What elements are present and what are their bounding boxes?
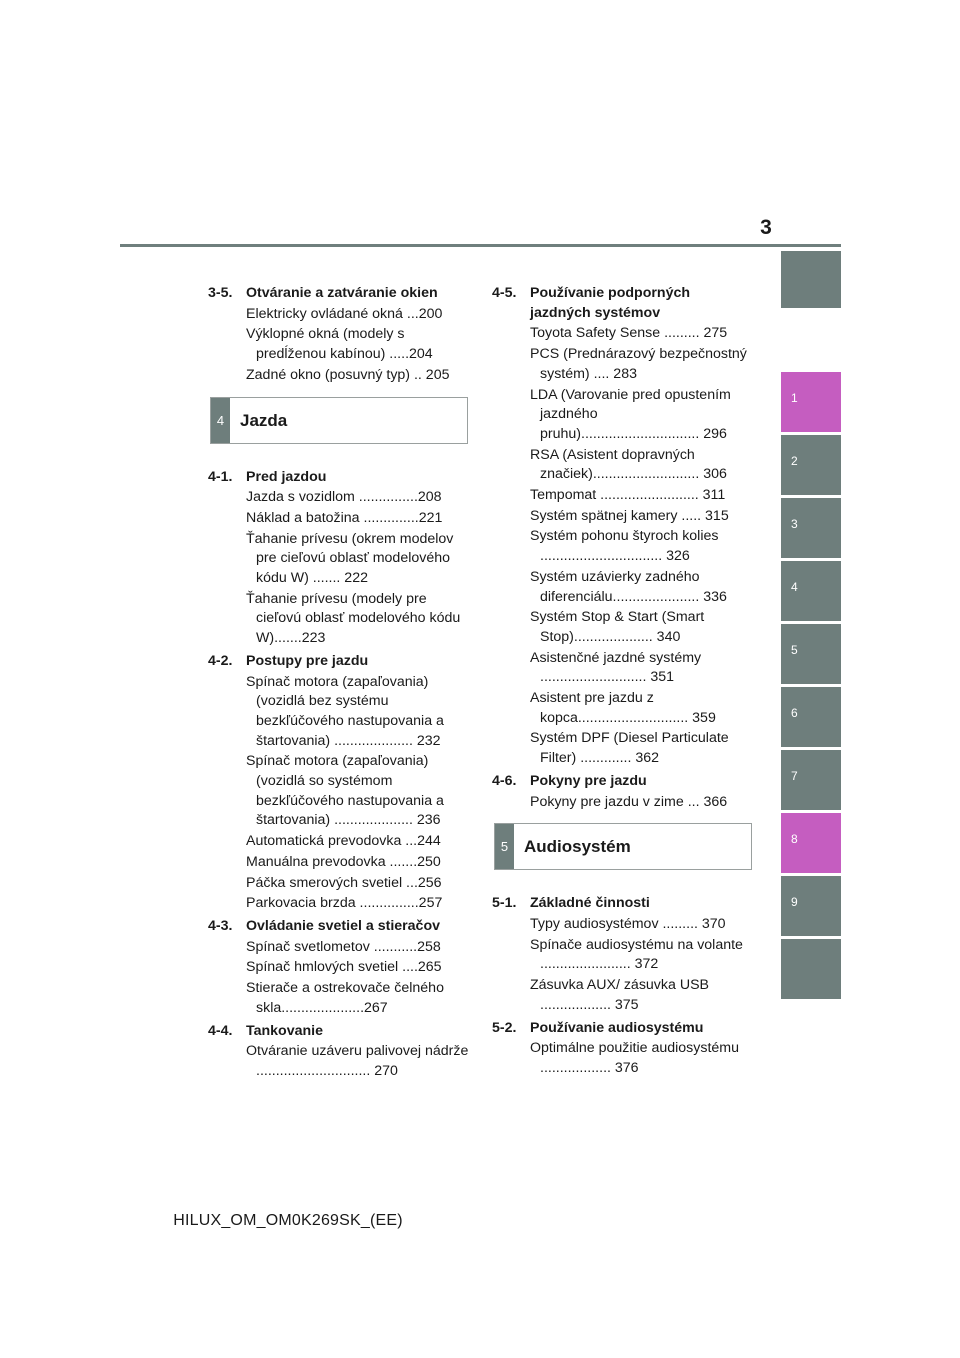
toc-heading[interactable]: 4-3. Ovládanie svetiel a stieračov xyxy=(208,917,441,934)
toc-heading[interactable]: 5-2. Používanie audiosystému xyxy=(492,1019,704,1036)
toc-block-4-1 xyxy=(208,468,470,649)
toc-entry[interactable]: Tempomat ......................... 311 xyxy=(530,487,726,504)
toc-entry[interactable]: Optimálne použitie audiosystému .................. 376 xyxy=(530,1040,739,1076)
toc-entry[interactable]: Parkovacia brzda ...............257 xyxy=(246,895,443,912)
toc-entry[interactable]: Spínač motora (zapaľovania) (vozidlá bez systému bezkľúčového nastupovania a štartovania) .................... 232 xyxy=(246,673,444,749)
chapter-tab-4[interactable]: 4 xyxy=(781,561,841,621)
toc-block-4-4 xyxy=(208,1022,470,1082)
chapter-tab-1[interactable]: 1 xyxy=(781,372,841,432)
toc-entry[interactable]: Ťahanie prívesu (modely pre cieľovú oblasť modelového kódu W).......223 xyxy=(246,590,461,647)
toc-entry[interactable]: Manuálna prevodovka .......250 xyxy=(246,853,441,870)
toc-entry[interactable]: PCS (Prednárazový bezpečnostný systém) .... 283 xyxy=(530,346,747,382)
toc-entry[interactable]: Otváranie uzáveru palivovej nádrže ............................. 270 xyxy=(246,1043,469,1079)
toc-entry[interactable]: Systém spätnej kamery ..... 315 xyxy=(530,507,729,524)
toc-entry[interactable]: Toyota Safety Sense ......... 275 xyxy=(530,325,728,342)
header-rule xyxy=(120,244,841,247)
chapter-tab-3[interactable]: 3 xyxy=(781,498,841,558)
toc-heading[interactable]: 3-5. Otváranie a zatváranie okien xyxy=(208,285,438,301)
toc-entry[interactable]: Výklopné okná (modely s predĺženou kabínou) .....204 xyxy=(246,326,433,363)
toc-entry[interactable]: Systém pohonu štyroch kolies ............................... 326 xyxy=(530,528,719,565)
chapter-tab-5[interactable]: 5 xyxy=(781,624,841,684)
toc-entry[interactable]: Automatická prevodovka ...244 xyxy=(246,833,441,850)
toc-entry[interactable]: Asistent pre jazdu z kopca............................ 359 xyxy=(530,690,716,726)
section-title: Jazda xyxy=(240,410,288,430)
toc-entry[interactable]: RSA (Asistent dopravných značiek)........................... 306 xyxy=(530,446,727,483)
page-number: 3 xyxy=(760,216,772,239)
document-code-footer: HILUX_OM_OM0K269SK_(EE) xyxy=(173,1212,403,1229)
section-tab-number: 5 xyxy=(495,824,514,869)
toc-left-column xyxy=(208,284,470,1085)
toc-heading[interactable]: 4-2. Postupy pre jazdu xyxy=(208,652,369,669)
chapter-tab-index-end[interactable] xyxy=(781,939,841,999)
section-title: Audiosystém xyxy=(524,837,631,857)
toc-entry[interactable]: Jazda s vozidlom ...............208 xyxy=(246,489,442,506)
toc-entry[interactable]: LDA (Varovanie pred opustením jazdného pruhu).............................. 296 xyxy=(530,386,731,442)
toc-block-5-1 xyxy=(492,894,754,1015)
toc-entry[interactable]: Systém DPF (Diesel Particulate Filter) ............. 362 xyxy=(530,730,729,767)
toc-entry[interactable]: Spínač motora (zapaľovania) (vozidlá so systémom bezkľúčového nastupovania a štartovania) .................... 236 xyxy=(246,753,444,829)
toc-entry[interactable]: Typy audiosystémov ......... 370 xyxy=(530,915,726,932)
toc-heading[interactable]: 4-4. Tankovanie xyxy=(208,1022,324,1039)
toc-entry[interactable]: Systém Stop & Start (Smart Stop).................... 340 xyxy=(530,609,705,645)
toc-block-4-2 xyxy=(208,652,470,914)
toc-entry[interactable]: Systém uzávierky zadného diferenciálu...................... 336 xyxy=(530,568,727,605)
toc-block-4-3 xyxy=(208,917,470,1019)
toc-entry[interactable]: Elektricky ovládané okná ...200 xyxy=(246,305,443,322)
toc-block-4-6 xyxy=(492,772,754,812)
toc-right-column xyxy=(492,284,754,1082)
toc-entry[interactable]: Náklad a batožina ..............221 xyxy=(246,509,443,526)
toc-entry[interactable]: Zadné okno (posuvný typ) .. 205 xyxy=(246,366,450,383)
toc-heading[interactable]: 4-5. Používanie podporných jazdných systémov xyxy=(492,285,691,321)
toc-entry[interactable]: Páčka smerových svetiel ...256 xyxy=(246,874,442,891)
toc-entry[interactable]: Spínač svetlometov ...........258 xyxy=(246,938,441,955)
toc-entry[interactable]: Zásuvka AUX/ zásuvka USB .................. 375 xyxy=(530,977,709,1013)
toc-entry[interactable]: Ťahanie prívesu (okrem modelov pre cieľovú oblasť modelového kódu W) ....... 222 xyxy=(246,530,454,587)
toc-block-3-5 xyxy=(208,284,470,386)
toc-entry[interactable]: Spínač hmlových svetiel ....265 xyxy=(246,959,442,976)
toc-block-5-2 xyxy=(492,1019,754,1079)
chapter-tab-2[interactable]: 2 xyxy=(781,435,841,495)
toc-heading[interactable]: 4-1. Pred jazdou xyxy=(208,468,327,485)
toc-entry[interactable]: Asistenčné jazdné systémy ........................... 351 xyxy=(530,649,702,686)
toc-heading[interactable]: 4-6. Pokyny pre jazdu xyxy=(492,772,647,789)
chapter-tab-index[interactable] xyxy=(781,251,841,308)
toc-heading[interactable]: 5-1. Základné činnosti xyxy=(492,895,650,912)
section-tab-number: 4 xyxy=(211,398,230,443)
toc-block-4-5 xyxy=(492,284,754,769)
chapter-tab-9[interactable]: 9 xyxy=(781,876,841,936)
section-header-audiosystem[interactable] xyxy=(494,823,752,870)
chapter-tab-8[interactable]: 8 xyxy=(781,813,841,873)
chapter-tab-6[interactable]: 6 xyxy=(781,687,841,747)
toc-entry[interactable]: Pokyny pre jazdu v zime ... 366 xyxy=(530,793,728,810)
section-header-jazda[interactable] xyxy=(210,397,468,444)
toc-entry[interactable]: Spínače audiosystému na volante ....................... 372 xyxy=(530,936,743,973)
chapter-tab-7[interactable]: 7 xyxy=(781,750,841,810)
toc-entry[interactable]: Stierače a ostrekovače čelného skla.....................267 xyxy=(246,980,444,1016)
